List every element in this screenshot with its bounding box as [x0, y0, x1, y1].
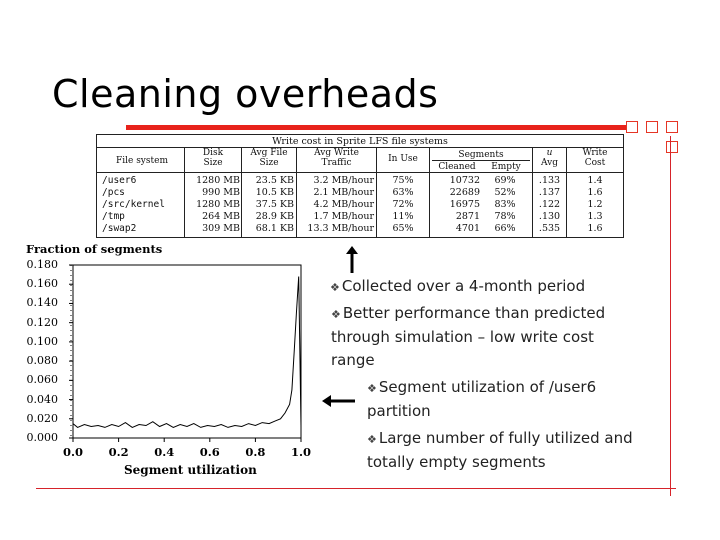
table-cell: 309 MB [202, 223, 240, 234]
table-cell: 264 MB [202, 211, 240, 222]
x-tick-label: 0.8 [245, 445, 266, 459]
x-tick-label: 0.4 [154, 445, 175, 459]
table-cell: 69% [494, 175, 516, 186]
table-cell: 1280 MB [196, 199, 240, 210]
table-cell: 13.3 MB/hour [307, 223, 374, 234]
slide-title: Cleaning overheads [52, 72, 439, 116]
table-cell: /src/kernel [102, 199, 165, 210]
table-cell: 990 MB [202, 187, 240, 198]
table-cell: .122 [538, 199, 561, 210]
table-cell: 65% [392, 223, 414, 234]
x-tick-label: 1.0 [291, 445, 312, 459]
y-tick-label: 0.020 [26, 411, 58, 425]
arrow-up-icon [344, 246, 360, 274]
table-cell: 37.5 KB [255, 199, 294, 210]
corner-square-decoration [646, 121, 658, 133]
bullet-segment-utilization: ❖ Segment utilization of /user6 partition [367, 378, 597, 420]
header-avg-file-size: Avg File Size [250, 148, 288, 168]
diamond-cluster-icon: ❖ [367, 382, 377, 395]
table-cell: 1.6 [587, 187, 603, 198]
chart-x-label: Segment utilization [124, 463, 257, 477]
header-empty: Empty [491, 162, 521, 172]
right-border-line [670, 136, 671, 496]
table-cell: 10.5 KB [255, 187, 294, 198]
table-cell: 83% [494, 199, 516, 210]
table-cell: 22689 [449, 187, 480, 198]
y-tick-label: 0.040 [26, 392, 58, 406]
diamond-cluster-icon: ❖ [367, 433, 377, 446]
table-cell: 11% [392, 211, 414, 222]
header-u-avg: u Avg [541, 148, 558, 168]
table-cell: .133 [538, 175, 561, 186]
table-cell: 1.3 [587, 211, 603, 222]
header-in-use: In Use [388, 154, 418, 164]
table-cell: /user6 [102, 175, 137, 186]
title-underline-bar [126, 125, 632, 130]
corner-square-decoration [666, 121, 678, 133]
y-tick-label: 0.140 [26, 296, 58, 310]
bottom-border-line [36, 488, 676, 489]
plot-frame [73, 265, 301, 438]
write-cost-table [96, 134, 624, 238]
table-cell: /pcs [102, 187, 125, 198]
y-tick-label: 0.180 [26, 258, 58, 271]
y-tick-label: 0.120 [26, 315, 58, 329]
table-cell: 66% [494, 223, 516, 234]
x-tick-label: 0.2 [108, 445, 129, 459]
table-cell: 2871 [455, 211, 480, 222]
table-cell: 68.1 KB [255, 223, 294, 234]
table-cell: 75% [392, 175, 414, 186]
chart-y-label: Fraction of segments [26, 242, 163, 256]
bullet-large-number: ❖ Large number of fully utilized and totally empty segments [367, 429, 633, 471]
table-cell: 1.7 MB/hour [313, 211, 374, 222]
bullet-collected: ❖ Collected over a 4-month period [330, 277, 586, 295]
table-cell: 72% [392, 199, 414, 210]
series-line [73, 277, 301, 428]
table-cell: 78% [494, 211, 516, 222]
header-avg-write-traffic: Avg Write Traffic [314, 148, 359, 168]
table-cell: 1.6 [587, 223, 603, 234]
table-cell: /swap2 [102, 223, 137, 234]
diamond-cluster-icon: ❖ [331, 308, 341, 321]
table-cell: 1.4 [587, 175, 603, 186]
table-cell: .535 [538, 223, 561, 234]
table-cell: 16975 [449, 199, 480, 210]
arrow-left-icon [322, 393, 356, 409]
table-cell: 2.1 MB/hour [313, 187, 374, 198]
table-cell: 28.9 KB [255, 211, 294, 222]
header-disk-size: Disk Size [202, 148, 224, 168]
y-tick-label: 0.080 [26, 354, 58, 368]
table-cell: 4701 [455, 223, 480, 234]
table-cell: 10732 [449, 175, 480, 186]
y-tick-label: 0.100 [26, 334, 58, 348]
x-tick-label: 0.0 [63, 445, 84, 459]
y-tick-label: 0.060 [26, 373, 58, 387]
table-caption: Write cost in Sprite LFS file systems [272, 136, 448, 147]
table-cell: .137 [538, 187, 561, 198]
x-tick-label: 0.6 [199, 445, 220, 459]
bullet-better-performance: ❖ Better performance than predicted through simulation – low write cost range [331, 304, 606, 369]
table-cell: 4.2 MB/hour [313, 199, 374, 210]
header-write-cost: Write Cost [582, 148, 608, 168]
y-tick-label: 0.000 [26, 431, 58, 444]
segment-utilization-chart [18, 238, 318, 483]
corner-square-decoration [666, 141, 678, 153]
y-tick-label: 0.160 [26, 277, 58, 291]
table-cell: 1.2 [587, 199, 603, 210]
table-cell: 63% [392, 187, 414, 198]
header-file-system: File system [116, 156, 168, 166]
table-cell: /tmp [102, 211, 125, 222]
table-cell: 1280 MB [196, 175, 240, 186]
diamond-cluster-icon: ❖ [330, 281, 340, 294]
header-segments: Segments [458, 150, 504, 160]
corner-square-decoration [626, 121, 638, 133]
table-cell: 23.5 KB [255, 175, 294, 186]
header-cleaned: Cleaned [438, 162, 476, 172]
table-cell: .130 [538, 211, 561, 222]
table-cell: 3.2 MB/hour [313, 175, 374, 186]
table-cell: 52% [494, 187, 516, 198]
